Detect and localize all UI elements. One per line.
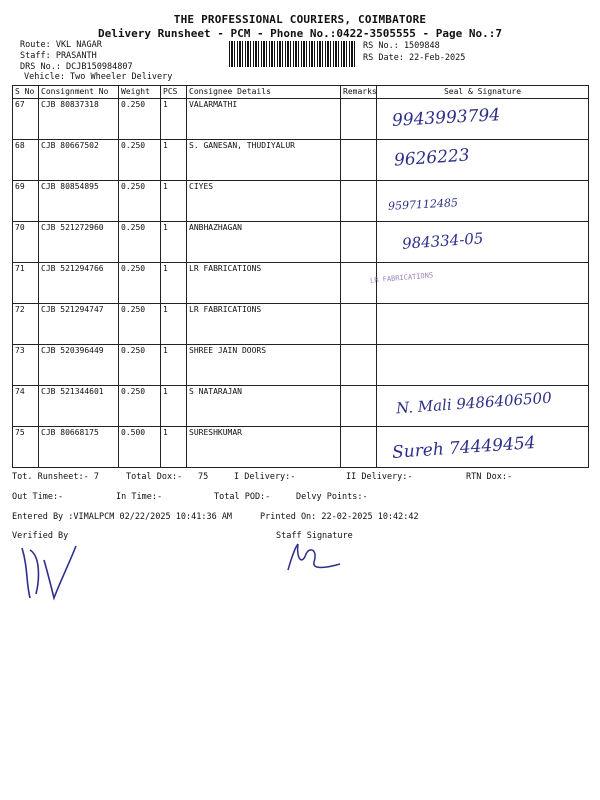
cell-weight: 0.250 [119,386,161,427]
cell-sno: 69 [13,181,39,222]
cell-consignment: CJB 521294747 [39,304,119,345]
col-remarks: Remarks [341,86,377,99]
cell-sno: 70 [13,222,39,263]
cell-consignee: CIYES [187,181,341,222]
cell-remarks [341,345,377,386]
cell-weight: 0.250 [119,181,161,222]
table-row [13,304,589,345]
cell-weight: 0.250 [119,99,161,140]
cell-consignee: VALARMATHI [187,99,341,140]
cell-remarks [341,386,377,427]
cell-consignment: CJB 80667502 [39,140,119,181]
col-pcs: PCS [161,86,187,99]
col-consignment: Consignment No [39,86,119,99]
cell-consignee: ANBHAZHAGAN [187,222,341,263]
cell-sno: 72 [13,304,39,345]
total-pod: Total POD:- [214,492,271,502]
cell-pcs: 1 [161,427,187,468]
col-sno: S No [13,86,39,99]
staff-label: Staff: PRASANTH [20,51,97,61]
company-title: THE PROFESSIONAL COURIERS, COIMBATORE [173,13,427,26]
table-row [13,181,589,222]
cell-sno: 71 [13,263,39,304]
cell-pcs: 1 [161,99,187,140]
vehicle-label: Vehicle: Two Wheeler Delivery [24,72,173,82]
cell-consignment: CJB 521272960 [39,222,119,263]
cell-remarks [341,222,377,263]
staff-signature-icon [282,540,346,576]
table-row [13,222,589,263]
col-weight: Weight [119,86,161,99]
cell-consignee: S. GANESAN, THUDIYALUR [187,140,341,181]
table-row [13,99,589,140]
cell-weight: 0.250 [119,263,161,304]
col-seal: Seal & Signature [377,86,589,99]
cell-consignment: CJB 80837318 [39,99,119,140]
in-time: In Time:- [116,492,163,502]
company-stamp: LR FABRICATIONS [369,271,434,285]
cell-pcs: 1 [161,222,187,263]
cell-signature [377,345,589,386]
cell-weight: 0.500 [119,427,161,468]
col-consignee: Consignee Details [187,86,341,99]
rtn-dox: RTN Dox:- [466,472,513,482]
handwriting-row-69: 9597112485 [387,196,459,213]
cell-pcs: 1 [161,263,187,304]
cell-pcs: 1 [161,345,187,386]
cell-pcs: 1 [161,140,187,181]
printed-on: Printed On: 22-02-2025 10:42:42 [260,512,419,522]
rs-date: RS Date: 22-Feb-2025 [363,53,466,63]
route-label: Route: VKL NAGAR [20,40,102,50]
runsheet-table [12,85,589,468]
handwriting-row-70: 984334-05 [401,229,484,253]
i-delivery: I Delivery:- [234,472,296,482]
cell-consignee: S NATARAJAN [187,386,341,427]
cell-weight: 0.250 [119,345,161,386]
handwriting-row-68: 9626223 [393,145,471,171]
tot-runsheet: Tot. Runsheet:- 7 [12,472,99,482]
cell-remarks [341,181,377,222]
verified-by: Verified By [12,531,69,541]
handwriting-row-74: N. Mali 9486406500 [395,388,553,418]
cell-consignment: CJB 80854895 [39,181,119,222]
cell-sno: 67 [13,99,39,140]
handwriting-row-75: Sureh 74449454 [391,433,537,463]
table-row [13,140,589,181]
cell-pcs: 1 [161,304,187,345]
cell-signature [377,263,589,304]
cell-consignee: LR FABRICATIONS [187,263,341,304]
cell-weight: 0.250 [119,140,161,181]
drs-number: DRS No.: DCJB150984807 [20,62,133,72]
table-header-row [13,86,589,99]
table-row [13,263,589,304]
cell-remarks [341,304,377,345]
total-dox-label: Total Dox:- [126,472,183,482]
cell-consignment: CJB 80668175 [39,427,119,468]
cell-pcs: 1 [161,181,187,222]
entered-by: Entered By :VIMALPCM 02/22/2025 10:41:36 AM [12,512,233,522]
verified-signature-icon [14,538,84,604]
cell-signature [377,304,589,345]
out-time: Out Time:- [12,492,64,502]
delvy-points: Delvy Points:- [296,492,368,502]
cell-consignment: CJB 521294766 [39,263,119,304]
cell-consignment: CJB 521344601 [39,386,119,427]
cell-sno: 73 [13,345,39,386]
handwriting-row-67: 9943993794 [391,105,501,131]
rs-number: RS No.: 1509848 [363,41,440,51]
runsheet-subtitle: Delivery Runsheet - PCM - Phone No.:0422-3505555 - Page No.:7 [98,27,502,40]
cell-consignee: SHREE JAIN DOORS [187,345,341,386]
cell-sno: 74 [13,386,39,427]
cell-sno: 68 [13,140,39,181]
cell-consignment: CJB 520396449 [39,345,119,386]
cell-pcs: 1 [161,386,187,427]
barcode [229,41,356,67]
ii-delivery: II Delivery:- [346,472,413,482]
cell-weight: 0.250 [119,304,161,345]
cell-remarks [341,140,377,181]
table-row [13,345,589,386]
cell-weight: 0.250 [119,222,161,263]
total-dox-value: 75 [198,472,209,482]
cell-consignee: LR FABRICATIONS [187,304,341,345]
cell-sno: 75 [13,427,39,468]
cell-remarks [341,99,377,140]
staff-signature-label: Staff Signature [276,531,353,541]
cell-consignee: SURESHKUMAR [187,427,341,468]
cell-remarks [341,427,377,468]
